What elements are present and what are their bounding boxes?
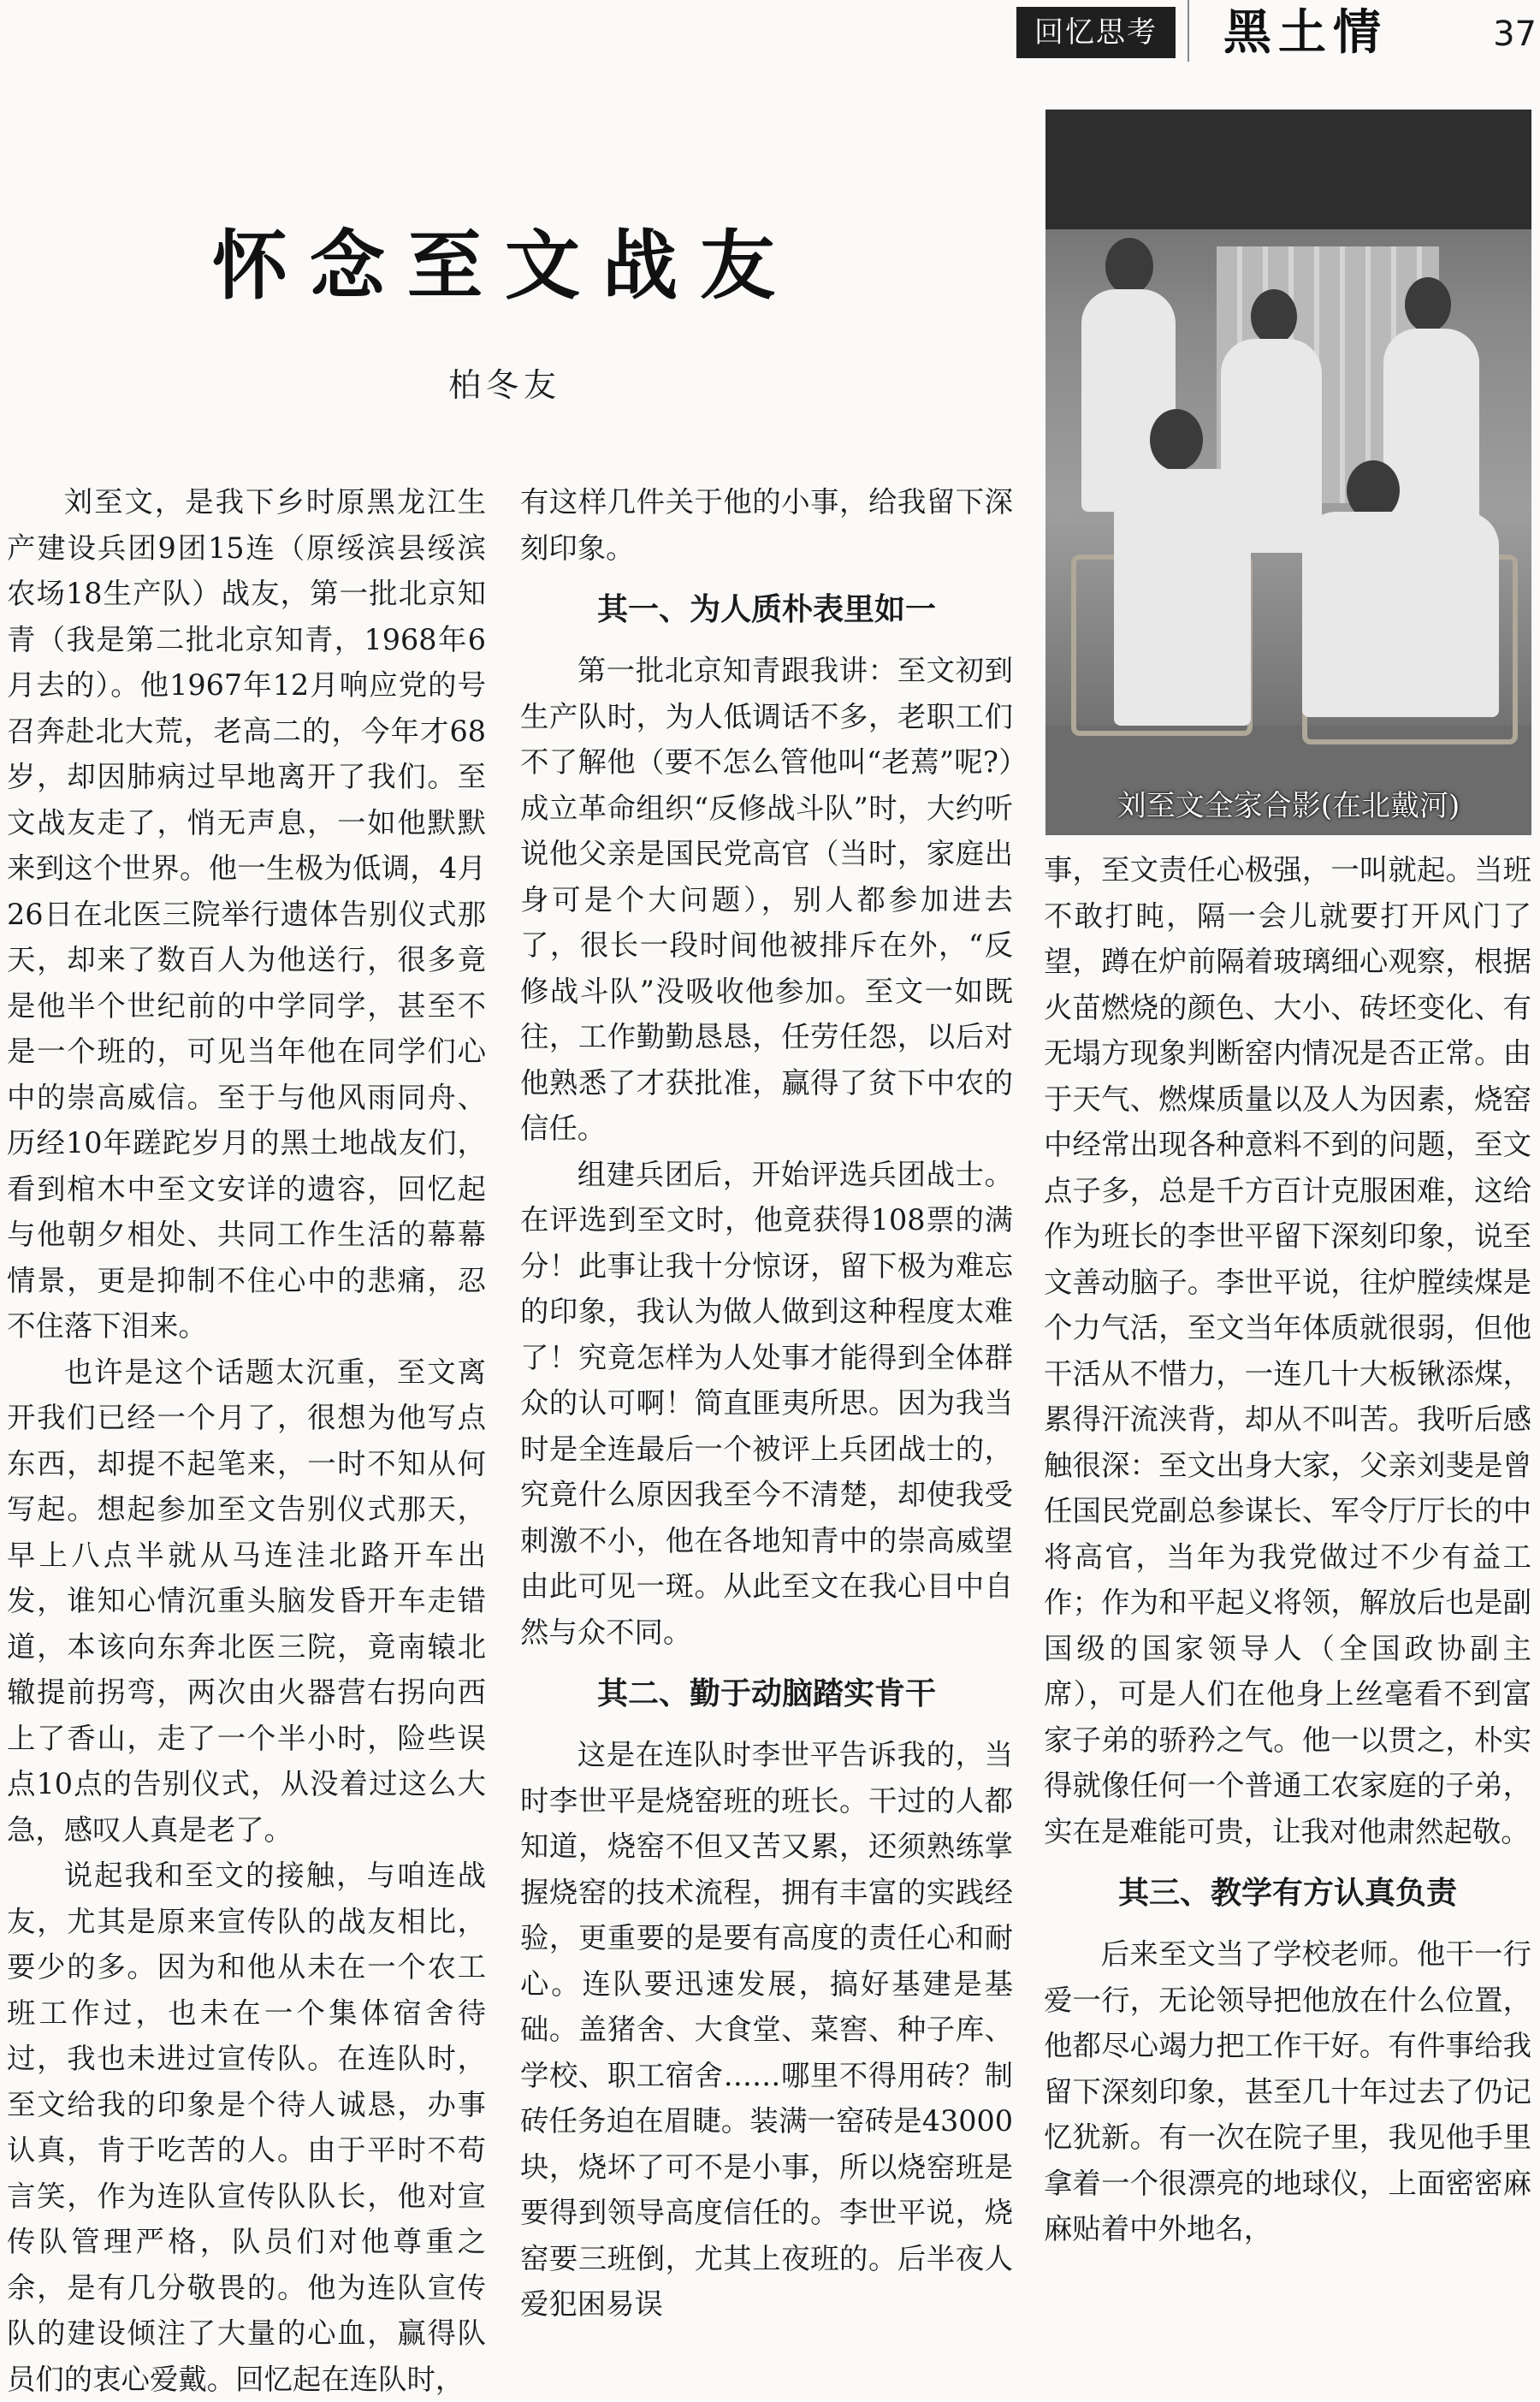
article-title: 怀念至文战友 [211, 221, 797, 310]
text-column-3 [1044, 847, 1531, 2252]
section-tag: 回忆思考 [1016, 7, 1176, 58]
photo-person [1302, 512, 1499, 717]
text-column-2 [520, 479, 1013, 2328]
page-number: 37 [1493, 15, 1537, 54]
paragraph-continued: 有这样几件关于他的小事，给我留下深刻印象。 [520, 485, 1013, 565]
photo-ceiling [1045, 110, 1531, 229]
magazine-logo: 黑土情 [1223, 4, 1388, 61]
photo-person-head [1405, 277, 1451, 332]
paragraph: 这是在连队时李世平告诉我的，当时李世平是烧窑班的班长。干过的人都知道，烧窑不但又苦又累，还须熟练掌握烧窑的技术流程，拥有丰富的实践经验，更重要的是要有高度的责任心和耐心。连队要迅速发展，搞好基建是基础。盖猪舍、大食堂、菜窖、种子库、学校、职工宿舍……哪里不得用砖？制砖任务迫在眉睫。装满一窑砖是43000块，烧坏了可不是小事，所以烧窑班是要得到领导高度信任的。李世平说，烧窑要三班倒，尤其上夜班的。后半夜人爱犯困易误 [520, 1738, 1013, 2321]
paragraph: 刘至文，是我下乡时原黑龙江生产建设兵团9团15连（原绥滨县绥滨农场18生产队）战友，第一批北京知青（我是第二批北京知青，1968年6月去的）。他1967年12月响应党的号召奔赴北大荒，老高二的，今年才68岁，却因肺病过早地离开了我们。至文战友走了，悄无声息，一如他默默来到这个世界。他一生极为低调，4月26日在北医三院举行遗体告别仪式那天，却来了数百人为他送行，很多竟是他半个世纪前的中学同学，甚至不是一个班的，可见当年他在同学们心中的崇高威信。至于与他风雨同舟、历经10年蹉跎岁月的黑土地战友们，看到棺木中至文安详的遗容，回忆起与他朝夕相处、共同工作生活的幕幕情景，更是抑制不住心中的悲痛，忍不住落下泪来。 [7, 485, 486, 1343]
paragraph-continued: 事，至文责任心极强，一叫就起。当班不敢打盹，隔一会儿就要打开风门了望，蹲在炉前隔着玻璃细心观察，根据火苗燃烧的颜色、大小、砖坯变化、有无塌方现象判断窑内情况是否正常。由于天气、燃煤质量以及人为因素，烧窑中经常出现各种意料不到的问题，至文点子多，总是千方百计克服困难，这给作为班长的李世平留下深刻印象，说至文善动脑子。李世平说，往炉膛续煤是个力气活，至文当年体质就很弱，但他干活从不惜力，一连几十大板锹添煤，累得汗流浃背，却从不叫苦。我听后感触很深：至文出身大家，父亲刘斐是曾任国民党副总参谋长、军令厅厅长的中将高官，当年为我党做过不少有益工作；作为和平起义将领，解放后也是副国级的国家领导人（全国政协副主席），可是人们在他身上丝毫看不到富家子弟的骄矜之气。他一以贯之，朴实得就像任何一个普通工农家庭的子弟，实在是难能可贵，让我对他肃然起敬。 [1044, 853, 1531, 1848]
paragraph: 后来至文当了学校老师。他干一行爱一行，无论领导把他放在什么位置，他都尽心竭力把工作干好。有件事给我留下深刻印象，甚至几十年过去了仍记忆犹新。有一次在院子里，我见他手里拿着一个很漂亮的地球仪，上面密密麻麻贴着中外地名， [1044, 1937, 1531, 2245]
photo-person [1114, 469, 1251, 726]
header-divider [1188, 0, 1189, 62]
paragraph: 组建兵团后，开始评选兵团战士。在评选到至文时，他竟获得108票的满分！此事让我十分惊讶，留下极为难忘的印象，我认为做人做到这种程度太难了！究竟怎样为人处事才能得到全体群众的认可啊！简直匪夷所思。因为我当时是全连最后一个被评上兵团战士的，究竟什么原因我至今不清楚，却使我受刺激不小，他在各地知青中的崇高威望由此可见一斑。从此至文在我心目中自然与众不同。 [520, 1157, 1013, 1649]
paragraph: 第一批北京知青跟我讲：至文初到生产队时，为人低调话不多，老职工们不了解他（要不怎么管他叫“老蔫”呢?）成立革命组织“反修战斗队”时，大约听说他父亲是国民党高官（当时，家庭出身可是个大问题），别人都参加进去了，很长一段时间他被排斥在外，“反修战斗队”没吸收他参加。至文一如既往，工作勤勤恳恳，任劳任怨，以后对他熟悉了才获批准，赢得了贫下中农的信任。 [520, 654, 1013, 1145]
photo-person-head [1150, 409, 1203, 471]
author-name: 柏冬友 [447, 366, 561, 404]
paragraph: 说起我和至文的接触，与咱连战友，尤其是原来宣传队的战友相比，要少的多。因为和他从未在一个农工班工作过，也未在一个集体宿舍待过，我也未进过宣传队。在连队时，至文给我的印象是个待人诚恳，办事认真，肯于吃苦的人。由于平时不苟言笑，作为连队宣传队队长，他对宣传队管理严格，队员们对他尊重之余，是有几分敬畏的。他为连队宣传队的建设倾注了大量的心血，赢得队员们的衷心爱戴。回忆起在连队时， [7, 1859, 486, 2396]
text-column-1 [7, 479, 486, 2402]
paragraph: 也许是这个话题太沉重，至文离开我们已经一个月了，很想为他写点东西，却提不起笔来，一时不知从何写起。想起参加至文告别仪式那天，早上八点半就从马连洼北路开车出发，谁知心情沉重头脑发昏开车走错道，本该向东奔北医三院，竟南辕北辙提前拐弯，两次由火器营右拐向西上了香山，走了一个半小时，险些误点10点的告别仪式，从没着过这么大急，感叹人真是老了。 [7, 1355, 486, 1847]
family-photo [1045, 110, 1531, 835]
section-heading: 其三、教学有方认真负责 [1117, 1876, 1457, 1911]
photo-person-head [1251, 289, 1297, 344]
section-heading: 其一、为人质朴表里如一 [596, 592, 936, 627]
section-heading: 其二、勤于动脑踏实肯干 [596, 1676, 936, 1711]
photo-person-head [1105, 238, 1153, 294]
photo-caption: 刘至文全家合影(在北戴河) [1116, 789, 1460, 823]
